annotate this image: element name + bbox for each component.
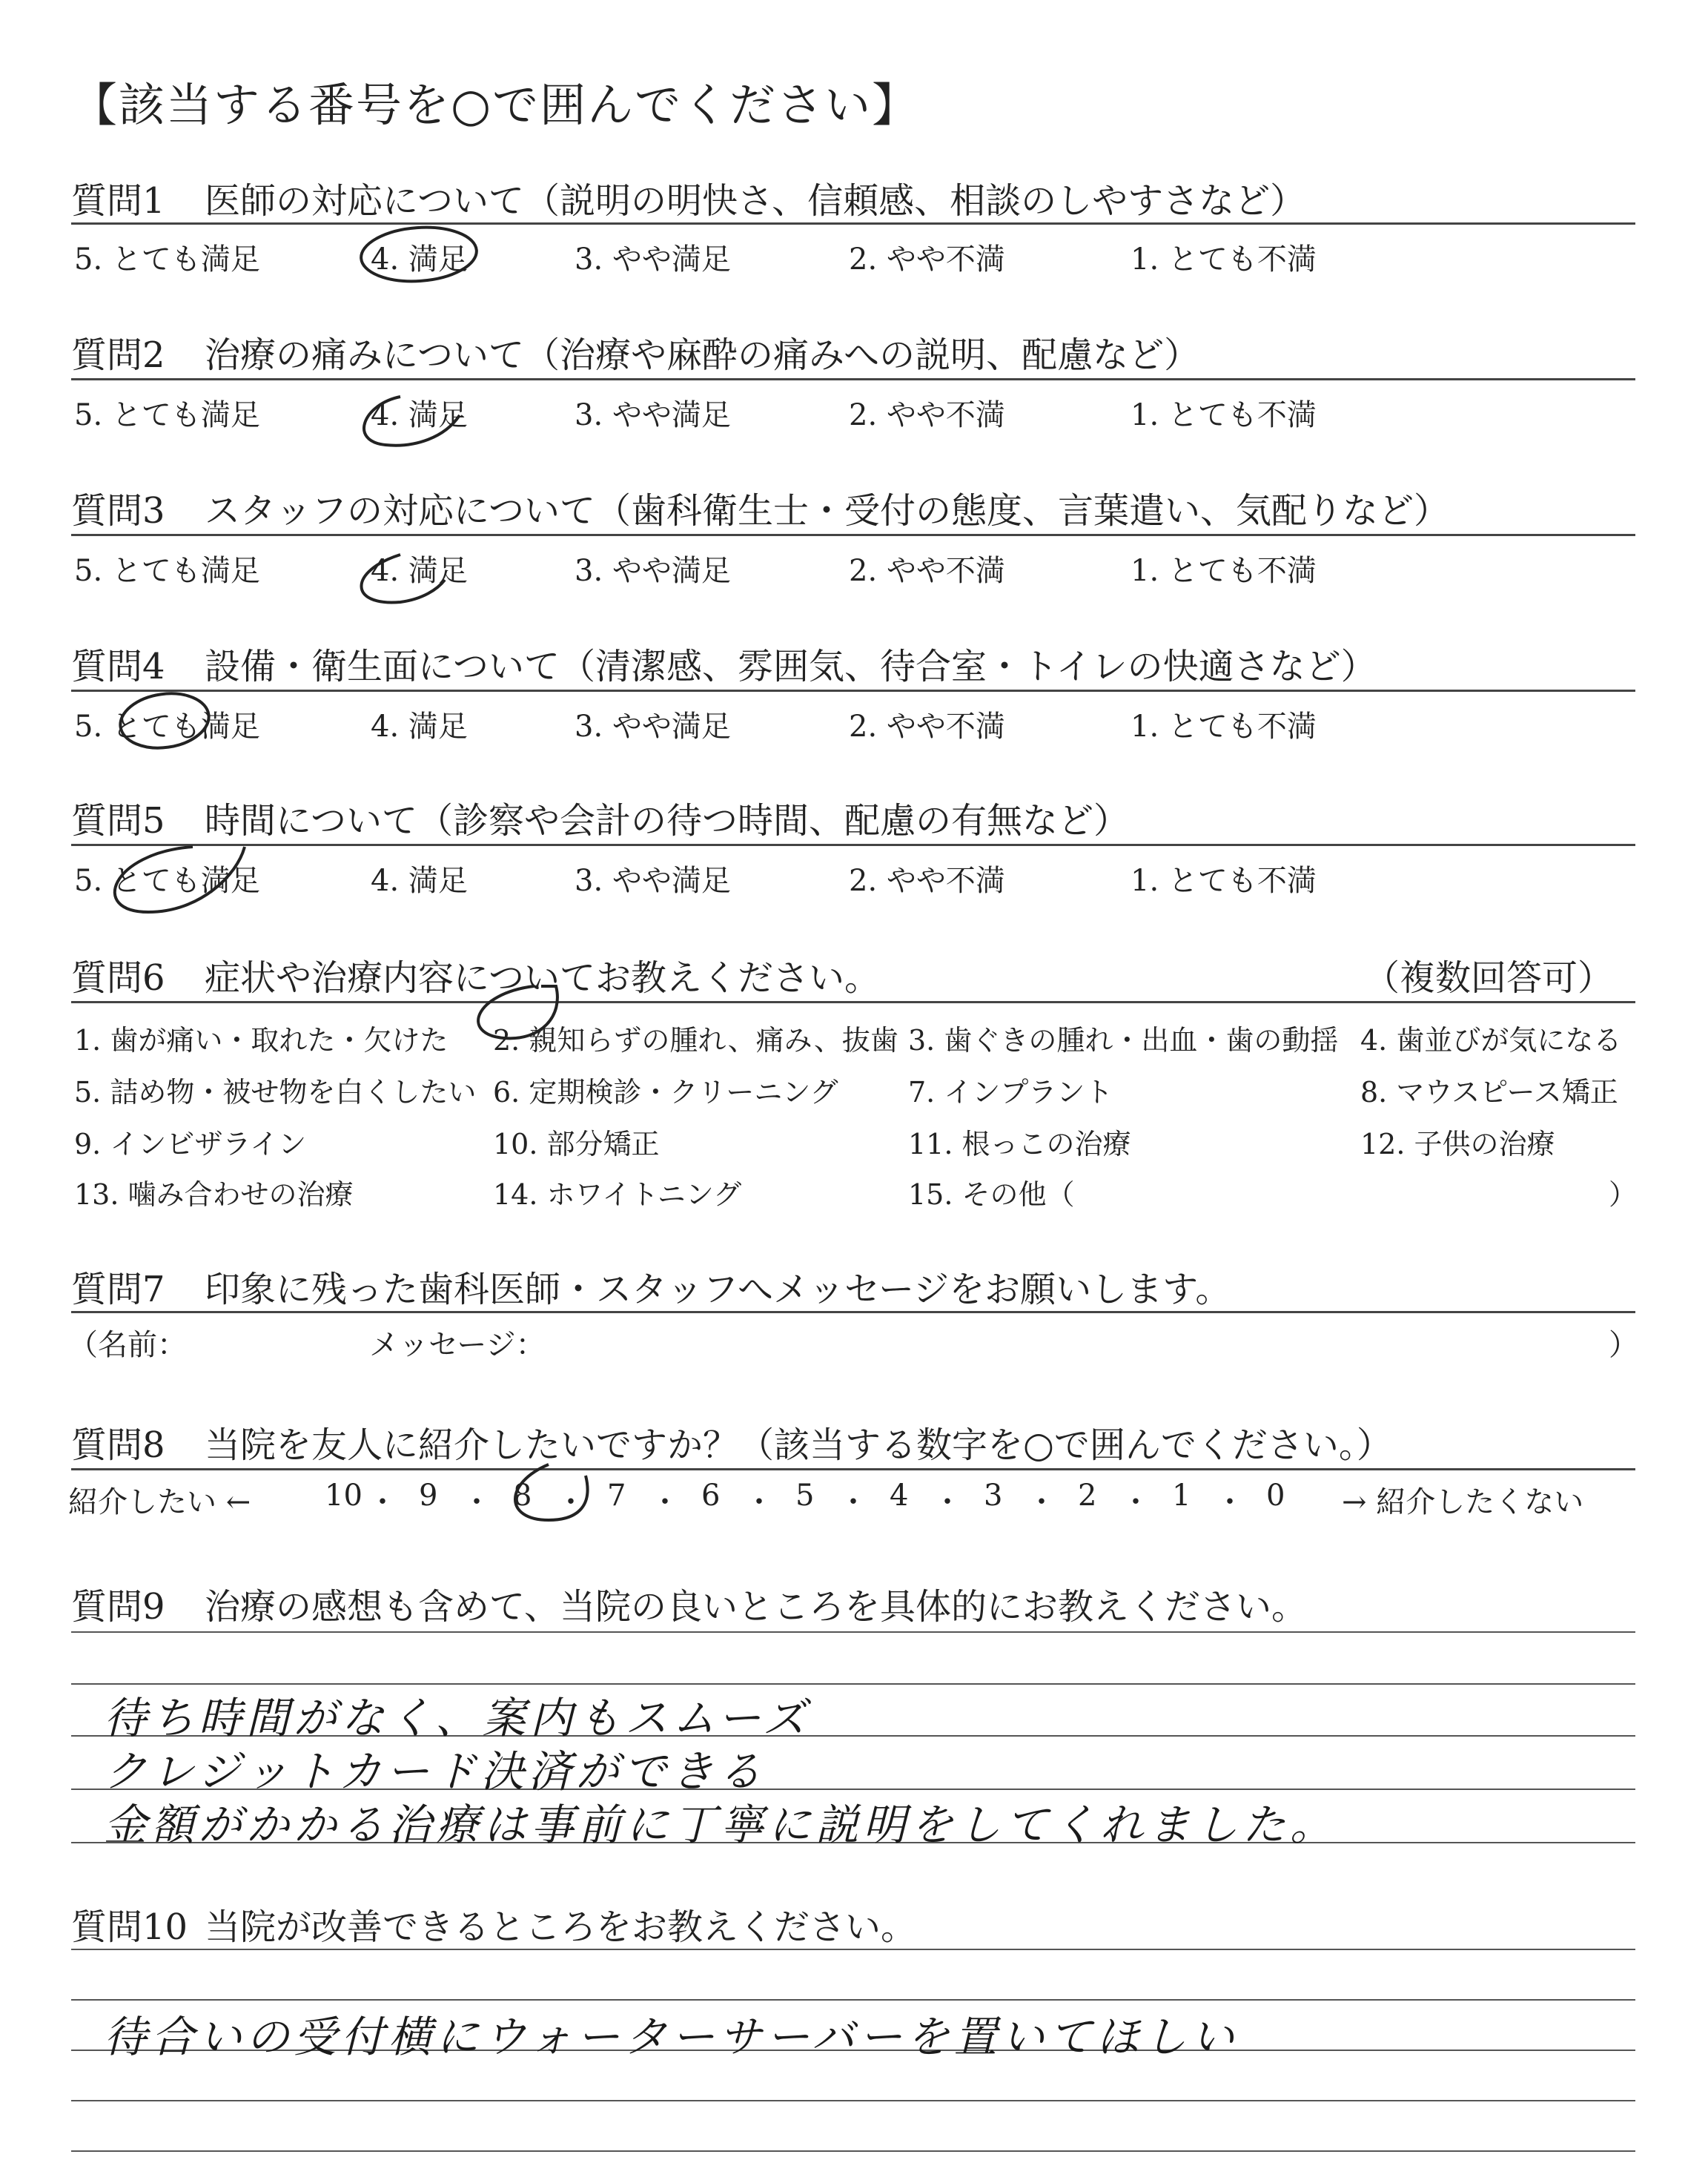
multiple-answer-note: （複数回答可）: [1364, 957, 1614, 999]
option-4[interactable]: 4. 満足: [371, 710, 468, 744]
scale-separator: ・: [933, 1485, 962, 1519]
q2-selection-circle: [364, 397, 460, 446]
scale-value-4[interactable]: 4: [890, 1479, 909, 1513]
scale-separator: ・: [838, 1485, 868, 1519]
question-text: 治療の痛みについて（治療や麻酔の痛みへの説明、配慮など）: [205, 334, 1200, 376]
symptom-option[interactable]: 7. インプラント: [908, 1076, 1113, 1109]
scale-separator: ・: [1027, 1485, 1056, 1519]
question-text: 設備・衛生面について（清潔感、雰囲気、待合室・トイレの快適さなど）: [205, 646, 1377, 687]
scale-separator: ・: [1121, 1485, 1151, 1519]
question-label: 質問1: [71, 180, 165, 222]
q8-selection-circle: [515, 1464, 588, 1520]
question-label: 質問10: [71, 1906, 188, 1948]
symptom-option[interactable]: 11. 根っこの治療: [908, 1128, 1131, 1160]
option-1[interactable]: 1. とても不満: [1131, 242, 1317, 277]
option-1[interactable]: 1. とても不満: [1131, 398, 1317, 432]
scale-right-label: → 紹介したくない: [1342, 1485, 1584, 1519]
option-2[interactable]: 2. やや不満: [849, 242, 1005, 277]
scale-separator: ・: [556, 1485, 586, 1519]
scale-left-label: 紹介したい ←: [68, 1485, 251, 1519]
question-label: 質問3: [71, 490, 165, 532]
scale-value-10[interactable]: 10: [325, 1479, 363, 1513]
handwritten-answer[interactable]: クレジットカード決済ができる: [104, 1746, 766, 1797]
question-text: 症状や治療内容についてお教えください。: [205, 957, 881, 999]
option-5[interactable]: 5. とても満足: [74, 554, 260, 588]
option-2[interactable]: 2. やや不満: [849, 710, 1005, 744]
symptom-option[interactable]: 3. 歯ぐきの腫れ・出血・歯の動揺: [908, 1024, 1339, 1057]
name-field-label[interactable]: （名前：: [68, 1328, 187, 1362]
symptom-option[interactable]: 2. 親知らずの腫れ、痛み、抜歯: [493, 1024, 898, 1057]
symptom-option[interactable]: 1. 歯が痛い・取れた・欠けた: [74, 1024, 448, 1057]
symptom-option[interactable]: 12. 子供の治療: [1360, 1128, 1555, 1160]
handwritten-answer[interactable]: 待ち時間がなく、案内もスムーズ: [104, 1693, 811, 1743]
question-text: 当院が改善できるところをお教えください。: [205, 1906, 917, 1948]
scale-value-0[interactable]: 0: [1266, 1479, 1285, 1513]
handwritten-answer[interactable]: 金額がかかる治療は事前に丁寧に説明をしてくれました。: [104, 1800, 1338, 1850]
handwritten-answer[interactable]: 待合いの受付横にウォーターサーバーを置いてほしい: [104, 2012, 1239, 2062]
scale-value-1[interactable]: 1: [1172, 1479, 1191, 1513]
page-title: 【該当する番号を○で囲んでください】: [71, 78, 920, 132]
scale-value-6[interactable]: 6: [701, 1479, 721, 1513]
q6-selection-circle: [478, 986, 557, 1038]
scale-separator: ・: [1215, 1485, 1245, 1519]
option-5[interactable]: 5. とても満足: [74, 398, 260, 432]
question-label: 質問7: [71, 1269, 165, 1310]
option-2[interactable]: 2. やや不満: [849, 398, 1005, 432]
option-5[interactable]: 5. とても満足: [74, 242, 260, 277]
scale-value-7[interactable]: 7: [607, 1479, 626, 1513]
option-5[interactable]: 5. とても満足: [74, 864, 260, 898]
question-label: 質問9: [71, 1586, 165, 1628]
question-label: 質問8: [71, 1424, 165, 1466]
scale-value-3[interactable]: 3: [984, 1479, 1003, 1513]
message-field-label[interactable]: メッセージ：: [369, 1328, 546, 1362]
question-text: 時間について（診察や会計の待つ時間、配慮の有無など）: [205, 800, 1130, 842]
question-label: 質問6: [71, 957, 165, 999]
q1-selection-circle: [360, 224, 479, 285]
q3-selection-circle: [362, 555, 446, 603]
option-3[interactable]: 3. やや満足: [575, 864, 731, 898]
option-3[interactable]: 3. やや満足: [575, 710, 731, 744]
q4-selection-circle: [117, 688, 213, 753]
symptom-option[interactable]: 8. マウスピース矯正: [1360, 1076, 1618, 1109]
option-1[interactable]: 1. とても不満: [1131, 710, 1317, 744]
q5-selection-circle: [115, 847, 245, 912]
symptom-option[interactable]: 6. 定期検診・クリーニング: [493, 1076, 838, 1109]
option-1[interactable]: 1. とても不満: [1131, 554, 1317, 588]
scale-value-5[interactable]: 5: [795, 1479, 815, 1513]
question-label: 質問5: [71, 800, 165, 842]
scale-separator: ・: [368, 1485, 397, 1519]
scale-separator: ・: [650, 1485, 680, 1519]
question-text: 治療の感想も含めて、当院の良いところを具体的にお教えください。: [205, 1586, 1308, 1628]
scale-value-9[interactable]: 9: [419, 1479, 438, 1513]
question-label: 質問2: [71, 334, 165, 376]
symptom-option[interactable]: 5. 詰め物・被せ物を白くしたい: [74, 1076, 477, 1109]
symptom-option[interactable]: 14. ホワイトニング: [493, 1178, 742, 1211]
question-text: 印象に残った歯科医師・スタッフへメッセージをお願いします。: [205, 1269, 1231, 1310]
option-3[interactable]: 3. やや満足: [575, 398, 731, 432]
symptom-option[interactable]: 4. 歯並びが気になる: [1360, 1024, 1622, 1057]
option-2[interactable]: 2. やや不満: [849, 554, 1005, 588]
option-4[interactable]: 4. 満足: [371, 554, 468, 588]
symptom-option[interactable]: 9. インビザライン: [74, 1128, 307, 1160]
scale-separator: ・: [462, 1485, 491, 1519]
scale-separator: ・: [744, 1485, 774, 1519]
option-3[interactable]: 3. やや満足: [575, 242, 731, 277]
option-1[interactable]: 1. とても不満: [1131, 864, 1317, 898]
scale-value-8[interactable]: 8: [513, 1479, 532, 1513]
symptom-option[interactable]: 13. 噛み合わせの治療: [74, 1178, 354, 1211]
symptom-option-other[interactable]: 15. その他（: [908, 1178, 1075, 1211]
question-text: 当院を友人に紹介したいですか？（該当する数字を○で囲んでください。）: [205, 1424, 1392, 1466]
option-4[interactable]: 4. 満足: [371, 864, 468, 898]
scale-value-2[interactable]: 2: [1078, 1479, 1097, 1513]
option-5[interactable]: 5. とても満足: [74, 710, 260, 744]
question-text: スタッフの対応について（歯科衛生士・受付の態度、言葉遣い、気配りなど）: [205, 490, 1450, 532]
option-2[interactable]: 2. やや不満: [849, 864, 1005, 898]
question-label: 質問4: [71, 646, 165, 687]
question-text: 医師の対応について（説明の明快さ、信頼感、相談のしやすさなど）: [205, 180, 1306, 222]
option-4[interactable]: 4. 満足: [371, 242, 468, 277]
option-4[interactable]: 4. 満足: [371, 398, 468, 432]
other-close-paren: ）: [1609, 1178, 1638, 1211]
symptom-option[interactable]: 10. 部分矯正: [493, 1128, 660, 1160]
close-paren: ）: [1609, 1328, 1638, 1362]
option-3[interactable]: 3. やや満足: [575, 554, 731, 588]
